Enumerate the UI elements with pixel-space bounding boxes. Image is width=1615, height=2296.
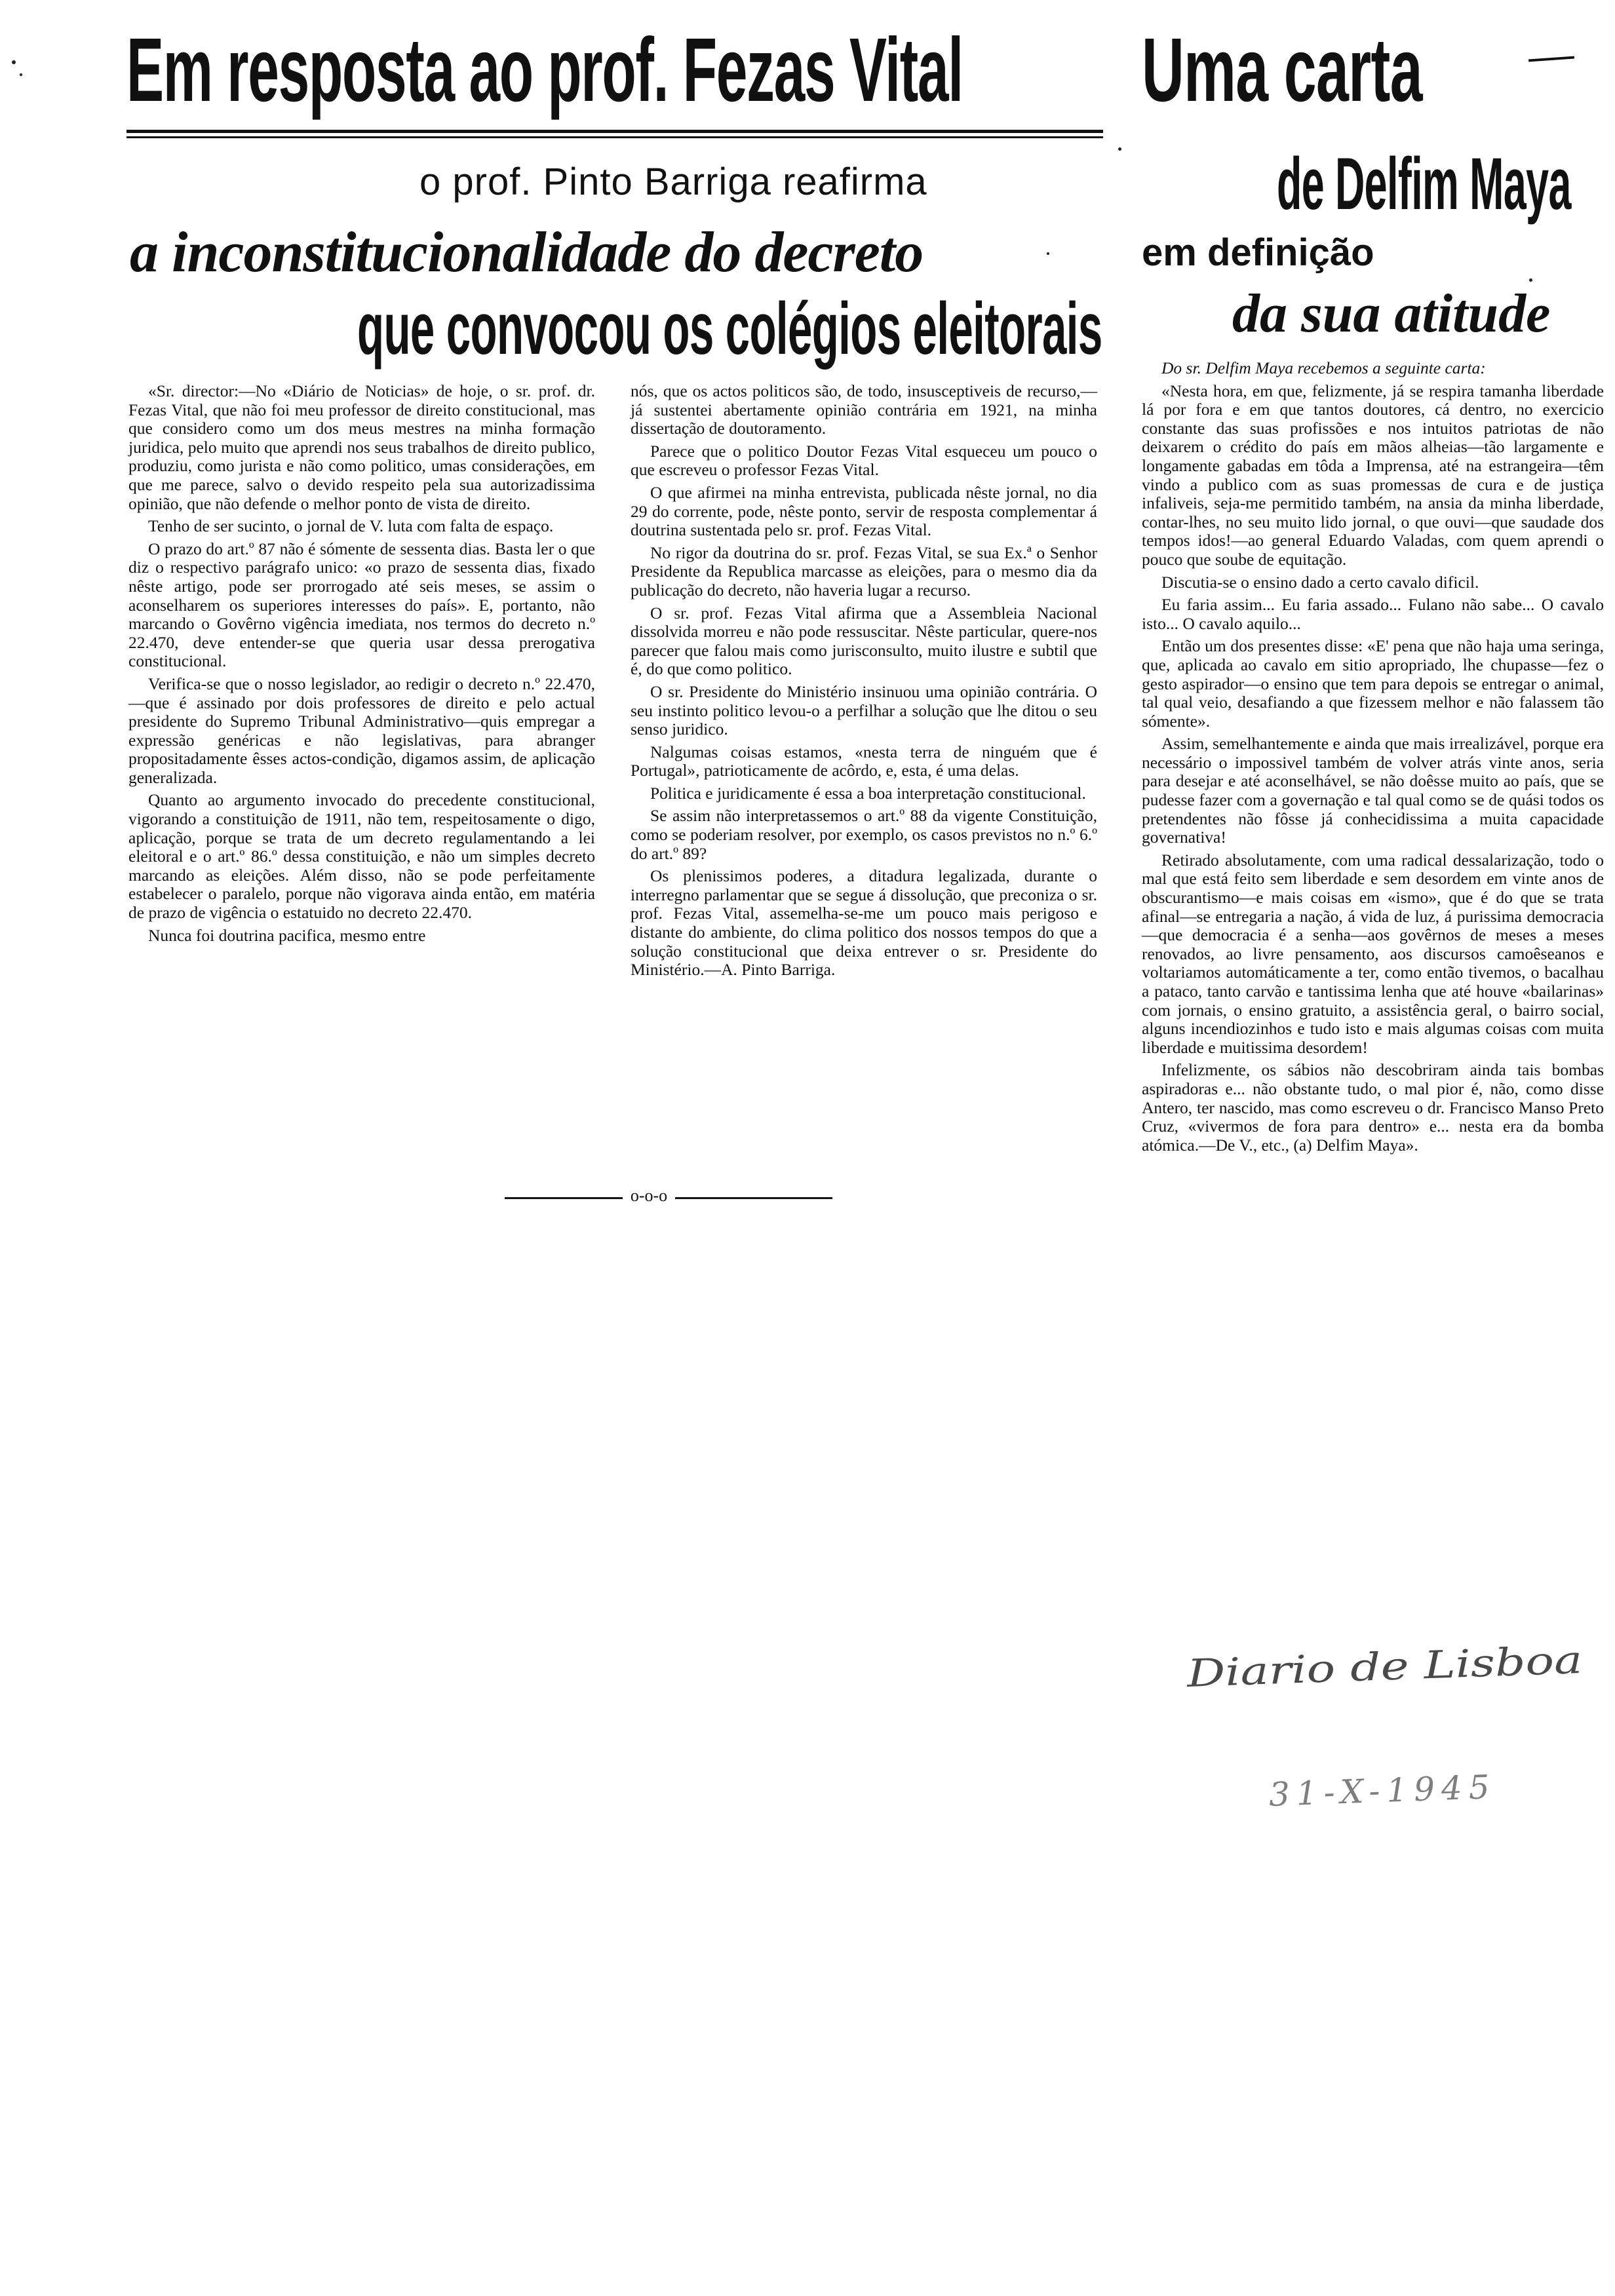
paragraph: Infelizmente, os sábios não descobriram ainda tais bombas aspiradoras e... não obstante tudo, o mal pior é, não, como disse Antero, ter nascido, mas como escreveu o dr. Francisco Manso Preto Cruz, «vivermos de fora para dentro» e... nesta era da bomba atómica.—De V., etc., (a) Delfim Maya». xyxy=(1142,1060,1604,1155)
paragraph: Nalgumas coisas estamos, «nesta terra de ninguém que é Portugal», patrioticamente de acôrdo, e, esta, é uma delas. xyxy=(631,742,1097,780)
paragraph: Assim, semelhantemente e ainda que mais irrealizável, porque era necessário o impossivel também de volver atrás vinte anos, seria para desejar e até aconselhável, se não doêsse muito ao país, que se pudesse fazer com a governação e tal qual como se de quási todos os pretendentes não fôsse já conhecidissima a muita capacidade governativa! xyxy=(1142,734,1604,847)
right-body xyxy=(1142,359,1604,1155)
paragraph: «Nesta hora, em que, felizmente, já se respira tamanha liberdade lá por fora e em que tantos doutores, cá dentro, no exercicio constante das suas profissões e nos intuitos patriotas de não deixarem o crédito do país em mãos alheias—tão largamente e longamente gabadas em tôda a Imprensa, até na estrangeira—têm vindo a publico com as suas promessas de cura e de justiça infaliveis, seja-me permitido também, na ansia da minha liberdade, contar-lhes, no seu muito lido jornal, o que ouvi—que saudade dos tempos idos!—ao general Eduardo Valadas, com quem aprendi o pouco que soube de equitação. xyxy=(1142,381,1604,569)
separator-rule-right xyxy=(675,1197,832,1199)
paragraph: Eu faria assim... Eu faria assado... Fulano não sabe... O cavalo isto... O cavalo aquilo... xyxy=(1142,595,1604,633)
paragraph: nós, que os actos politicos são, de todo, insusceptiveis de recurso,—já sustentei abertamente opinião contrária em 1921, na minha dissertação de doutoramento. xyxy=(631,381,1097,438)
scan-speck xyxy=(12,60,16,64)
scan-speck xyxy=(1047,252,1049,255)
left-headline: Em resposta ao prof. Fezas Vital xyxy=(126,20,963,121)
left-body-col2 xyxy=(631,382,1097,980)
handwritten-source-note: Diario de Lisboa xyxy=(1186,1637,1584,1696)
headline-rule-bottom xyxy=(126,136,1103,138)
paragraph: Tenho de ser sucinto, o jornal de V. luta com falta de espaço. xyxy=(148,516,554,536)
paragraph: No rigor da doutrina do sr. prof. Fezas Vital, se sua Ex.ª o Senhor Presidente da Republica marcasse as eleições, para o mesmo dia da publicação do decreto, não haveria lugar a recurso. xyxy=(631,543,1097,600)
separator-rule-left xyxy=(505,1197,623,1199)
headline-rule-top xyxy=(126,130,1103,133)
handwritten-date-note: 31-X-1945 xyxy=(1268,1767,1497,1814)
paragraph: Quanto ao argumento invocado do precedente constitucional, vigorando a constituição de 1911, não tem, respeitosamente o digo, aplicação, porque se trata de um decreto regulamentando a lei eleitoral e o art.º 86.º dessa constituição, e não um simples decreto marcando as eleições. Além disso, não se pode perfeitamente estabelecer o paralelo, porque não vigorava ainda então, em matéria de prazo de vigência o estatuido no decreto 22.470. xyxy=(128,790,595,923)
left-kicker: o prof. Pinto Barriga reafirma xyxy=(419,161,927,203)
paragraph: Os plenissimos poderes, a ditadura legalizada, durante o interregno parlamentar que se segue á dissolução, que preconiza o sr. prof. Fezas Vital, assemelha-se-me um pouco mais perigoso e distante do ambiente, do clima politico dos nossos tempos do que a solução constitucional que deixa entrever o sr. Presidente do Ministério.—A. Pinto Barriga. xyxy=(631,866,1097,980)
left-body-col1 xyxy=(128,382,595,945)
right-subhead-line1: em definição xyxy=(1142,231,1374,274)
left-subhead-bold: que convocou os colégios eleitorais xyxy=(357,288,1102,370)
right-headline-line1: Uma carta xyxy=(1142,20,1422,121)
paragraph: Então um dos presentes disse: «E' pena que não haja uma seringa, que, aplicada ao cavalo em sitio apropriado, lhe chupasse—fez o gesto aspirador—o ensino que tem para depois se entregar o animal, tal qual veio, desafiando a que fizessem melhor e não falassem tão sómente». xyxy=(1142,636,1604,731)
paragraph: O sr. prof. Fezas Vital afirma que a Assembleia Nacional dissolvida morreu e não pode ressuscitar. Nêste particular, quere-nos parecer que falou mais como jurisconsulto, muito ilustre e subtil que é, do que como politico. xyxy=(631,603,1097,679)
paragraph: O que afirmei na minha entrevista, publicada nêste jornal, no dia 29 do corrente, pode, nêste ponto, servir de resposta complementar á doutrina sustentada pelo sr. prof. Fezas Vital. xyxy=(631,482,1097,540)
paragraph: O sr. Presidente do Ministério insinuou uma opinião contrária. O seu instinto politico levou-o a perfilhar a solução que lhe ditou o seu senso juridico. xyxy=(631,681,1097,739)
right-headline-line2: de Delfim Maya xyxy=(1277,143,1571,225)
headline-dash-mark xyxy=(1528,56,1574,62)
paragraph: Discutia-se o ensino dado a certo cavalo dificil. xyxy=(1161,572,1479,592)
paragraph: Se assim não interpretassemos o art.º 88 da vigente Constituição, como se poderiam resolver, por exemplo, os casos previstos no n.º 6.º do art.º 89? xyxy=(631,806,1097,863)
paragraph: Retirado absolutamente, com uma radical dessalarização, todo o mal que está feito sem liberdade e sem desordem em vinte anos de obscurantismo—e mais coisas em «ismo», que é do que se trata afinal—se entregaria a nação, á vida de luz, á purissima democracia—que democracia é a senha—aos govêrnos de meses a meses renovados, ao livre pensamento, aos discursos camoêseanos e voltariamos automáticamente a ter, como então tivemos, o bacalhau a pataco, tanto carvão e tantissima lenha que até houve «bailarinas» com jornais, o ensino gratuito, a assistência geral, o bairro social, alguns incendiozinhos e tudo isto e mais algumas coisas com muita liberdade e muitissima desordem! xyxy=(1142,850,1604,1057)
scan-speck xyxy=(1118,147,1121,151)
right-subhead-line2: da sua atitude xyxy=(1232,283,1551,344)
left-subhead-italic: a inconstitucionalidade do decreto xyxy=(130,221,924,284)
paragraph: Verifica-se que o nosso legislador, ao redigir o decreto n.º 22.470,—que é assinado por dois professores de direito e pelo actual presidente do Supremo Tribunal Administrativo—quis empregar a expressão genéricas e não legislativas, para abranger propositadamente êsses actos-condição, digamos assim, de aplicação generalizada. xyxy=(128,674,595,787)
paragraph: Nunca foi doutrina pacifica, mesmo entre xyxy=(148,925,426,945)
scan-speck xyxy=(1529,278,1532,282)
intro-line: Do sr. Delfim Maya recebemos a seguinte carta: xyxy=(1161,358,1486,377)
paragraph: Politica e juridicamente é essa a boa interpretação constitucional. xyxy=(650,783,1086,803)
article-separator: o-o-o xyxy=(630,1186,668,1205)
scan-speck xyxy=(20,73,22,76)
paragraph: «Sr. director:—No «Diário de Noticias» de hoje, o sr. prof. dr. Fezas Vital, que não foi meu professor de direito constitucional, mas que considero como um dos meus mestres na minha formação juridica, pelo muito que aprendi nos seus trabalhos de direito publico, produziu, como jurista e não como politico, umas considerações, em que me parece, salvo o devido respeito pela sua autorizadissima opinião, que não defende o melhor ponto de vista de direito. xyxy=(128,381,595,513)
paragraph: Parece que o politico Doutor Fezas Vital esqueceu um pouco o que escreveu o professor Fezas Vital. xyxy=(631,441,1097,480)
paragraph: O prazo do art.º 87 não é sómente de sessenta dias. Basta ler o que diz o respectivo parágrafo unico: «o prazo de sessenta dias, fixado nêste artigo, pode ser prorrogado até seis meses, se assim o aconselharem os superiores interesses do país». E, portanto, não marcando o Govêrno vigência imediata, nos termos do decreto n.º 22.470, deve entender-se que queria usar dessa prerogativa constitucional. xyxy=(128,539,595,671)
